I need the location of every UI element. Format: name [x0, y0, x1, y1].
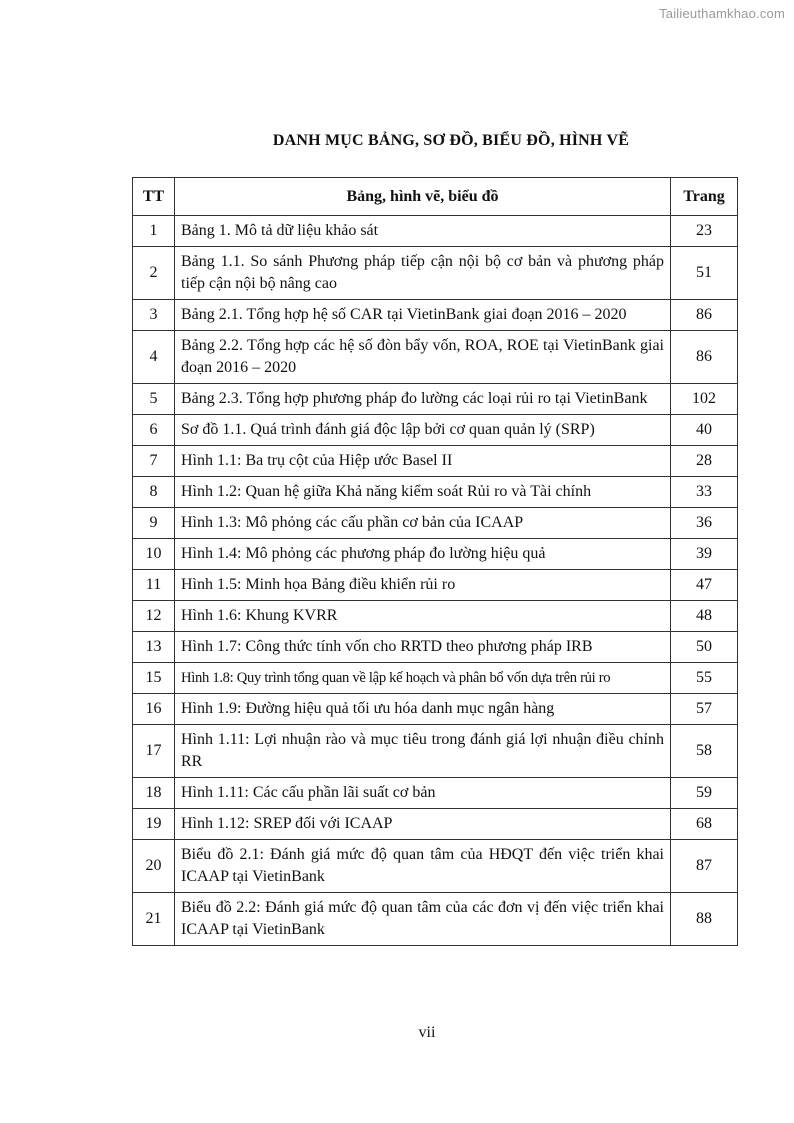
row-page: 36	[671, 508, 738, 539]
row-number: 15	[133, 663, 175, 694]
row-title: Biểu đồ 2.2: Đánh giá mức độ quan tâm của các đơn vị đến việc triển khai ICAAP tại VietinBank	[175, 893, 671, 946]
row-page: 47	[671, 570, 738, 601]
row-number: 9	[133, 508, 175, 539]
row-number: 11	[133, 570, 175, 601]
row-page: 88	[671, 893, 738, 946]
row-title: Hình 1.1: Ba trụ cột của Hiệp ước Basel II	[175, 446, 671, 477]
table-row	[133, 778, 738, 809]
table-row	[133, 446, 738, 477]
row-title: Hình 1.7: Công thức tính vốn cho RRTD theo phương pháp IRB	[175, 632, 671, 663]
table-row	[133, 539, 738, 570]
row-number: 3	[133, 300, 175, 331]
row-number: 8	[133, 477, 175, 508]
header-page: Trang	[671, 178, 738, 216]
row-page: 55	[671, 663, 738, 694]
row-page: 51	[671, 247, 738, 300]
row-title: Hình 1.11: Các cấu phần lãi suất cơ bản	[175, 778, 671, 809]
row-title: Biểu đồ 2.1: Đánh giá mức độ quan tâm của HĐQT đến việc triển khai ICAAP tại VietinBank	[175, 840, 671, 893]
row-page: 50	[671, 632, 738, 663]
table-row	[133, 384, 738, 415]
row-title: Hình 1.3: Mô phỏng các cấu phần cơ bản của ICAAP	[175, 508, 671, 539]
table-row	[133, 415, 738, 446]
row-number: 19	[133, 809, 175, 840]
table-row	[133, 216, 738, 247]
header-tt: TT	[133, 178, 175, 216]
page-number: vii	[418, 1024, 436, 1041]
row-title: Hình 1.8: Quy trình tổng quan về lập kế hoạch và phân bổ vốn dựa trên rủi ro	[175, 663, 671, 694]
row-number: 18	[133, 778, 175, 809]
row-title: Hình 1.5: Minh họa Bảng điều khiển rủi ro	[175, 570, 671, 601]
table-row	[133, 300, 738, 331]
table-row	[133, 809, 738, 840]
row-page: 68	[671, 809, 738, 840]
table-row	[133, 508, 738, 539]
row-title: Hình 1.11: Lợi nhuận rào và mục tiêu trong đánh giá lợi nhuận điều chỉnh RR	[175, 725, 671, 778]
table-row	[133, 840, 738, 893]
row-page: 59	[671, 778, 738, 809]
row-number: 17	[133, 725, 175, 778]
row-number: 10	[133, 539, 175, 570]
row-number: 1	[133, 216, 175, 247]
table-row	[133, 694, 738, 725]
row-page: 28	[671, 446, 738, 477]
table-row	[133, 725, 738, 778]
table-row	[133, 477, 738, 508]
row-number: 20	[133, 840, 175, 893]
row-number: 16	[133, 694, 175, 725]
row-page: 48	[671, 601, 738, 632]
table-row	[133, 893, 738, 946]
row-page: 87	[671, 840, 738, 893]
row-title: Bảng 2.3. Tổng hợp phương pháp đo lường các loại rủi ro tại VietinBank	[175, 384, 671, 415]
row-number: 2	[133, 247, 175, 300]
row-number: 13	[133, 632, 175, 663]
row-title: Hình 1.12: SREP đối với ICAAP	[175, 809, 671, 840]
row-title: Hình 1.2: Quan hệ giữa Khả năng kiểm soát Rủi ro và Tài chính	[175, 477, 671, 508]
row-title: Hình 1.4: Mô phỏng các phương pháp đo lường hiệu quả	[175, 539, 671, 570]
row-title: Sơ đồ 1.1. Quá trình đánh giá độc lập bởi cơ quan quản lý (SRP)	[175, 415, 671, 446]
row-page: 86	[671, 300, 738, 331]
row-number: 6	[133, 415, 175, 446]
table-row	[133, 601, 738, 632]
row-page: 102	[671, 384, 738, 415]
table-row	[133, 663, 738, 694]
row-page: 23	[671, 216, 738, 247]
row-number: 4	[133, 331, 175, 384]
table-row	[133, 331, 738, 384]
row-title: Hình 1.6: Khung KVRR	[175, 601, 671, 632]
table-row	[133, 632, 738, 663]
watermark-text: Tailieuthamkhao.com	[659, 6, 785, 21]
row-title: Bảng 2.1. Tổng hợp hệ số CAR tại VietinBank giai đoạn 2016 – 2020	[175, 300, 671, 331]
row-page: 86	[671, 331, 738, 384]
row-page: 58	[671, 725, 738, 778]
row-number: 21	[133, 893, 175, 946]
row-number: 5	[133, 384, 175, 415]
row-number: 12	[133, 601, 175, 632]
row-page: 57	[671, 694, 738, 725]
row-title: Bảng 1. Mô tả dữ liệu khảo sát	[175, 216, 671, 247]
row-title: Hình 1.9: Đường hiệu quả tối ưu hóa danh mục ngân hàng	[175, 694, 671, 725]
table-row	[133, 247, 738, 300]
table-row	[133, 570, 738, 601]
row-number: 7	[133, 446, 175, 477]
row-title: Bảng 2.2. Tổng hợp các hệ số đòn bẩy vốn, ROA, ROE tại VietinBank giai đoạn 2016 – 2020	[175, 331, 671, 384]
row-title: Bảng 1.1. So sánh Phương pháp tiếp cận nội bộ cơ bản và phương pháp tiếp cận nội bộ nâng cao	[175, 247, 671, 300]
list-of-tables-figures	[132, 177, 738, 946]
row-page: 39	[671, 539, 738, 570]
row-page: 40	[671, 415, 738, 446]
row-page: 33	[671, 477, 738, 508]
header-name: Bảng, hình vẽ, biểu đồ	[175, 178, 671, 216]
page-title: DANH MỤC BẢNG, SƠ ĐỒ, BIỂU ĐỒ, HÌNH VẼ	[272, 132, 630, 149]
table-header-row	[133, 178, 738, 216]
